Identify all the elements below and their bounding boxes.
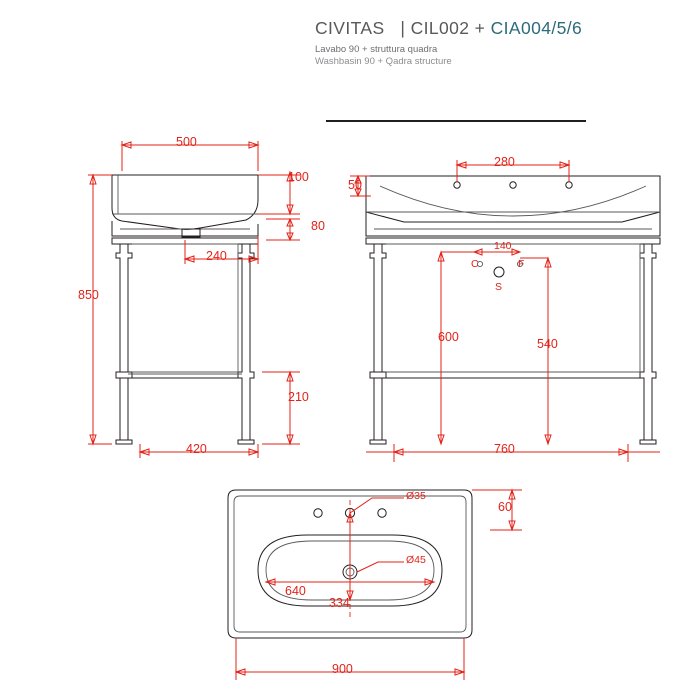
subtitle-italian: Lavabo 90 + struttura quadra (315, 44, 438, 55)
dim-140: 140 (494, 240, 512, 252)
marker-cold: C (471, 258, 479, 270)
dim-50: 50 (348, 178, 362, 192)
title-separator: | (400, 18, 406, 38)
dim-760: 760 (494, 442, 515, 456)
dim-80: 80 (311, 219, 325, 233)
model-code-secondary: CIA004/5/6 (490, 18, 583, 38)
dim-hole-d35: Ø35 (406, 490, 426, 502)
dim-280: 280 (494, 155, 515, 169)
dim-600: 600 (438, 330, 459, 344)
front-elevation-geometry (366, 176, 660, 444)
dim-210: 210 (288, 390, 309, 404)
marker-waste: S (495, 281, 503, 293)
dim-850: 850 (78, 288, 99, 302)
dim-100: 100 (288, 170, 309, 184)
dim-900: 900 (332, 662, 353, 676)
dim-420: 420 (186, 442, 207, 456)
brand-name: CIVITAS (315, 18, 385, 38)
side-elevation-geometry (112, 175, 258, 444)
dim-60: 60 (498, 500, 512, 514)
front-dimension-lines (350, 160, 660, 462)
dim-500: 500 (176, 135, 197, 149)
top-view-dimension-lines (236, 490, 522, 680)
dim-240: 240 (206, 249, 227, 263)
marker-hot: F (518, 258, 525, 270)
subtitle-english: Washbasin 90 + Qadra structure (315, 56, 452, 67)
dim-540: 540 (537, 337, 558, 351)
dim-640: 640 (285, 584, 306, 598)
dim-drain-d45: Ø45 (406, 554, 426, 566)
model-code-primary: CIL002 + (410, 18, 491, 38)
dim-334: 334 (329, 596, 350, 610)
